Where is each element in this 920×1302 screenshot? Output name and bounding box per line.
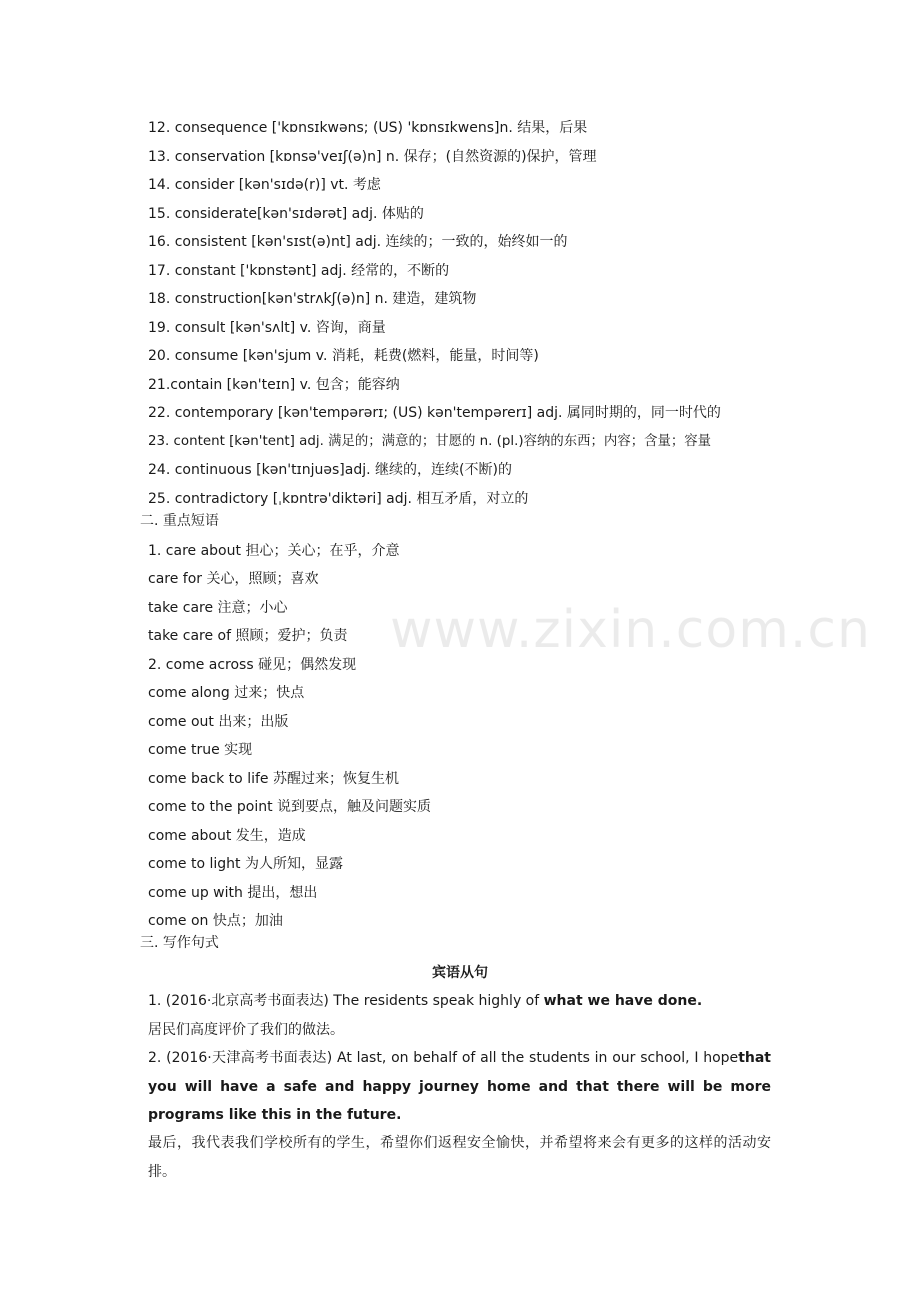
phrase-item: come about 发生，造成 xyxy=(148,828,306,844)
phrase-item: come along 过来；快点 xyxy=(148,685,305,701)
example-sentence-1 xyxy=(148,991,702,1011)
example-sentence-2 xyxy=(148,1044,771,1130)
phrase-item: 2. come across 碰见；偶然发现 xyxy=(148,657,357,673)
phrase-item: come to light 为人所知，显露 xyxy=(148,856,343,872)
phrase-item: come true 实现 xyxy=(148,742,253,758)
phrase-item: come on 快点；加油 xyxy=(148,913,283,929)
vocab-item: 14. consider [kən'sɪdə(r)] vt. 考虑 xyxy=(148,177,381,193)
vocab-item: 25. contradictory [ˌkɒntrə'diktəri] adj. 相互矛盾，对立的 xyxy=(148,491,529,507)
example-2-text: 2. (2016·天津高考书面表达) At last, on behalf of all the students in our school, I hope xyxy=(148,1050,739,1066)
vocab-item: 21.contain [kən'teɪn] v. 包含；能容纳 xyxy=(148,377,400,393)
vocab-item: 22. contemporary [kən'tempərərɪ; (US) kən'tempərerɪ] adj. 属同时期的，同一时代的 xyxy=(148,405,721,421)
vocab-item: 20. consume [kən'sjum v. 消耗，耗费(燃料，能量，时间等) xyxy=(148,348,539,364)
example-1-translation: 居民们高度评价了我们的做法。 xyxy=(148,1022,344,1038)
example-2-highlight: that you will have a safe and happy journey home and that there will be more programs like this in the future. xyxy=(148,1050,771,1123)
vocab-item: 18. construction[kən'strʌkʃ(ə)n] n. 建造，建筑物 xyxy=(148,291,477,307)
example-1-highlight: what we have done. xyxy=(543,993,703,1009)
phrase-item: take care of 照顾；爱护；负责 xyxy=(148,628,348,644)
vocab-item: 13. conservation [kɒnsə'veɪʃ(ə)n] n. 保存；(自然资源的)保护，管理 xyxy=(148,149,597,165)
vocab-item: 24. continuous [kən'tɪnjuəs]adj. 继续的，连续(不断)的 xyxy=(148,462,512,478)
section-heading-writing: 三. 写作句式 xyxy=(140,935,219,951)
section-heading-phrases: 二. 重点短语 xyxy=(140,513,219,529)
vocab-item: 12. consequence ['kɒnsɪkwəns; (US) 'kɒnsɪkwens]n. 结果，后果 xyxy=(148,120,588,136)
phrase-item: come to the point 说到要点，触及问题实质 xyxy=(148,799,432,815)
phrase-item: care for 关心，照顾；喜欢 xyxy=(148,571,319,587)
vocab-item: 15. considerate[kən'sɪdərət] adj. 体贴的 xyxy=(148,206,424,222)
phrase-item: come back to life 苏醒过来；恢复生机 xyxy=(148,771,399,787)
phrase-item: take care 注意；小心 xyxy=(148,600,288,616)
vocab-item: 19. consult [kən'sʌlt] v. 咨询，商量 xyxy=(148,320,386,336)
phrase-item: 1. care about 担心；关心；在乎，介意 xyxy=(148,543,400,559)
vocab-item: 23. content [kən'tent] adj. 满足的；满意的；甘愿的 n. (pl.)容纳的东西；内容；含量；容量 xyxy=(148,434,712,449)
phrase-item: come up with 提出，想出 xyxy=(148,885,318,901)
subsection-title: 宾语从句 xyxy=(432,965,488,981)
vocab-item: 16. consistent [kən'sɪst(ə)nt] adj. 连续的；一致的，始终如一的 xyxy=(148,234,568,250)
vocab-item: 17. constant ['kɒnstənt] adj. 经常的，不断的 xyxy=(148,263,450,279)
phrase-item: come out 出来；出版 xyxy=(148,714,289,730)
example-1-text: 1. (2016·北京高考书面表达) The residents speak highly of xyxy=(148,993,544,1009)
watermark: www.zixin.com.cn xyxy=(390,600,871,660)
example-2-translation: 最后，我代表我们学校所有的学生，希望你们返程安全愉快，并希望将来会有更多的这样的活动安排。 xyxy=(148,1135,771,1180)
